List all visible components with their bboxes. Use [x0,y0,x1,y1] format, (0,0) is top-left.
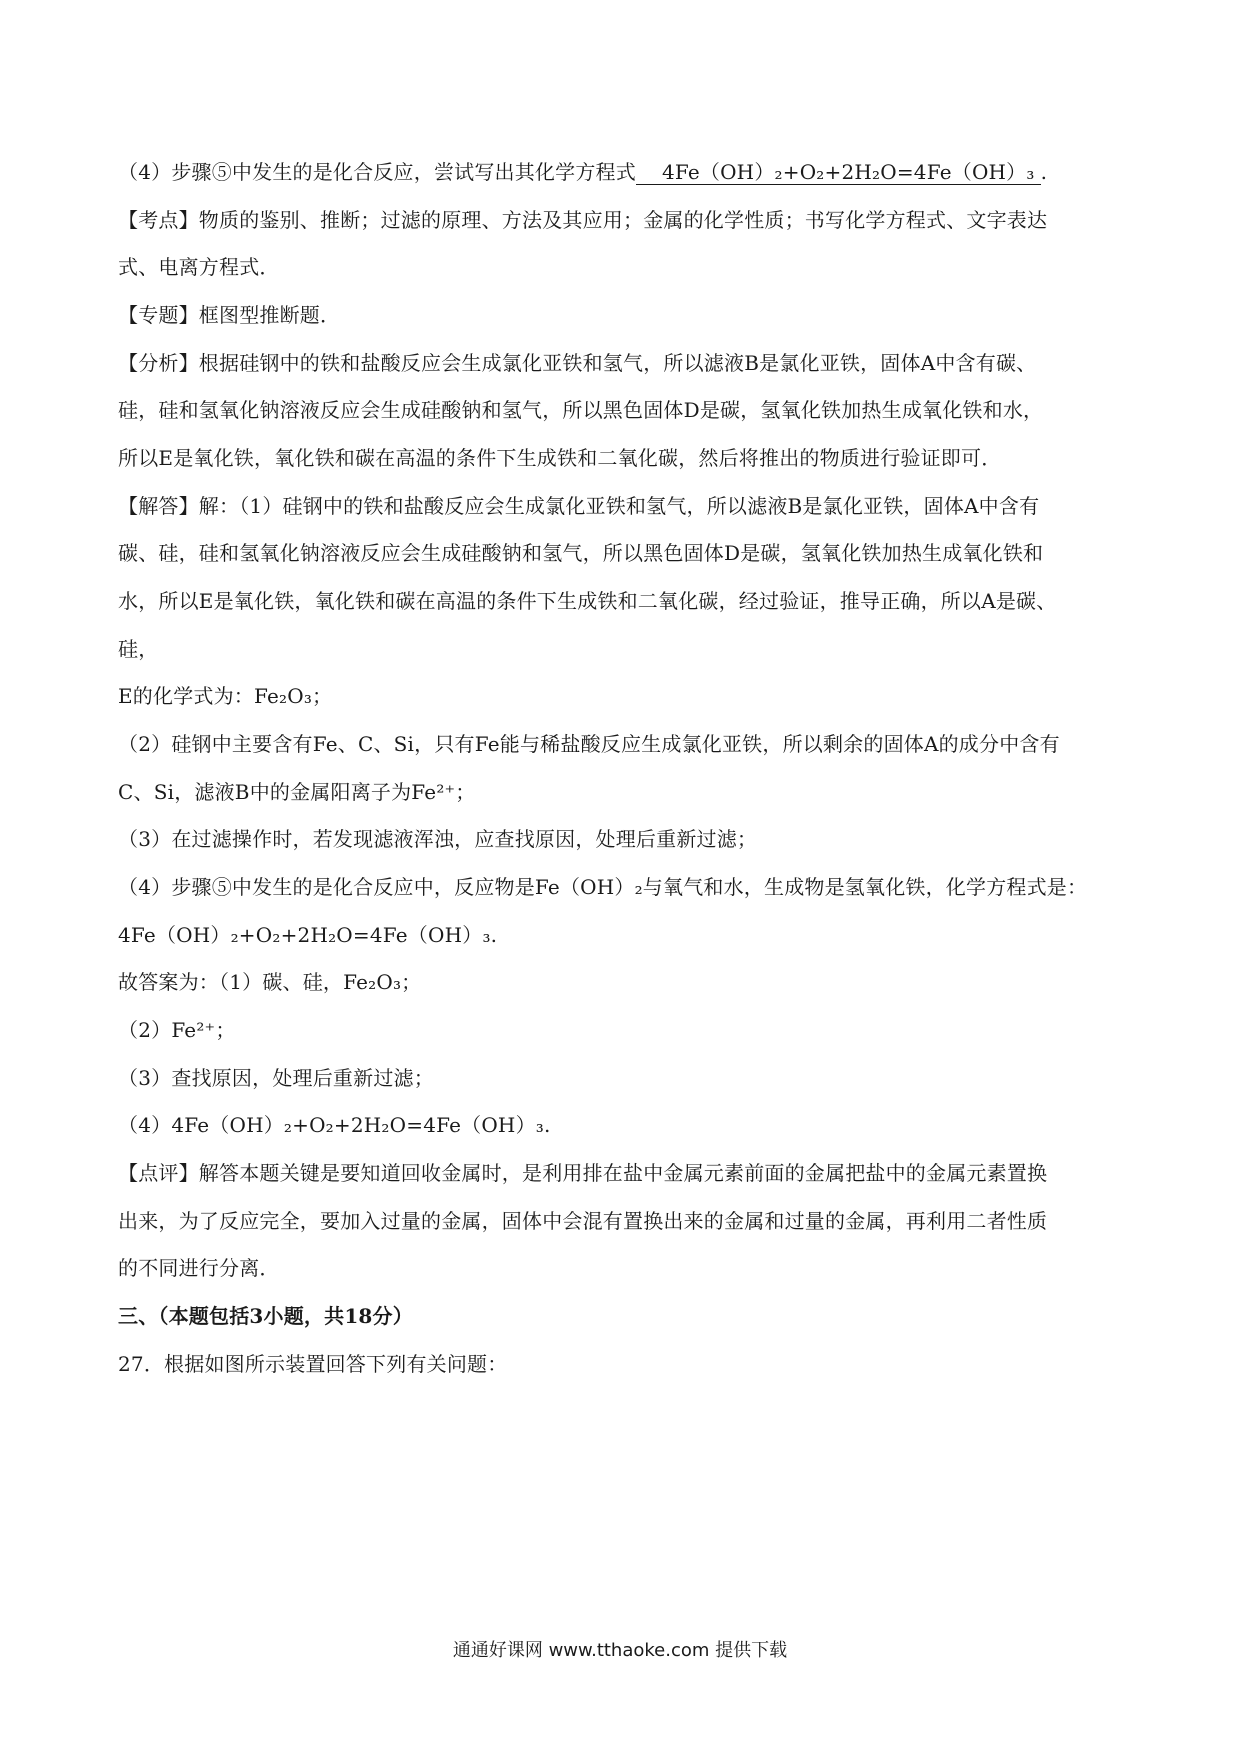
question-4-line [118,158,1128,186]
jieda-line-8: （3）在过滤操作时，若发现滤液浑浊，应查找原因，处理后重新过滤； [118,827,758,851]
fenxi-line-2: 硅，硅和氢氧化钠溶液反应会生成硅酸钠和氢气，所以黑色固体D是碳，氢氧化铁加热生成氧化铁和水， [118,398,1044,422]
answers-line-4: （4）4Fe（OH）₂+O₂+2H₂O=4Fe（OH）₃. [118,1113,551,1137]
fenxi-line-1: 【分析】根据硅钢中的铁和盐酸反应会生成氯化亚铁和氢气，所以滤液B是氯化亚铁，固体A中含有碳、 [118,351,1037,375]
dianping-line-2: 出来，为了反应完全，要加入过量的金属，固体中会混有置换出来的金属和过量的金属，再利用二者性质 [118,1209,1048,1233]
jieda-line-1: 【解答】解：（1）硅钢中的铁和盐酸反应会生成氯化亚铁和氢气，所以滤液B是氯化亚铁，固体A中含有 [118,494,1040,518]
jieda-line-7: C、Si，滤液B中的金属阳离子为Fe²⁺； [118,780,476,804]
zhuanti-line: 【专题】框图型推断题． [118,303,341,327]
answers-line-2: （2）Fe²⁺； [118,1018,236,1042]
fenxi-line-3: 所以E是氧化铁，氧化铁和碳在高温的条件下生成铁和二氧化碳，然后将推出的物质进行验证即可． [118,446,1002,470]
jieda-line-9: （4）步骤⑤中发生的是化合反应中，反应物是Fe（OH）₂与氧气和水，生成物是氢氧化铁，化学方程式是： [118,875,1088,899]
jieda-line-2: 碳、硅，硅和氢氧化钠溶液反应会生成硅酸钠和氢气，所以黑色固体D是碳，氢氧化铁加热生成氧化铁和 [118,541,1044,565]
answers-line-1: 故答案为：（1）碳、硅，Fe₂O₃； [118,970,422,994]
section-three-heading: 三、（本题包括3小题，共18分） [118,1304,413,1328]
footer-credit: 通通好课网 www.tthaoke.com 提供下载 [452,1640,788,1661]
jieda-line-3: 水，所以E是氧化铁，氧化铁和碳在高温的条件下生成铁和二氧化碳，经过验证，推导正确，所以A是碳、 [118,589,1057,613]
jieda-line-6: （2）硅钢中主要含有Fe、C、Si，只有Fe能与稀盐酸反应生成氯化亚铁，所以剩余的固体A的成分中含有 [118,732,1060,756]
dianping-line-1: 【点评】解答本题关键是要知道回收金属时，是利用排在盐中金属元素前面的金属把盐中的金属元素置换 [118,1161,1048,1185]
question-4-prompt: （4）步骤⑤中发生的是化合反应，尝试写出其化学方程式 [118,160,636,184]
jieda-line-10: 4Fe（OH）₂+O₂+2H₂O=4Fe（OH）₃. [118,923,498,947]
question-27: 27．根据如图所示装置回答下列有关问题： [118,1352,508,1376]
answer-blank: 4Fe（OH）₂+O₂+2H₂O=4Fe（OH）₃ [636,160,1041,185]
question-4-end: . [1040,160,1048,184]
jieda-line-5: E的化学式为：Fe₂O₃； [118,684,333,708]
kaodian-line-1: 【考点】物质的鉴别、推断；过滤的原理、方法及其应用；金属的化学性质；书写化学方程式、文字表达 [118,208,1048,232]
jieda-line-4: 硅， [118,637,159,661]
answers-line-3: （3）查找原因，处理后重新过滤； [118,1066,434,1090]
kaodian-line-2: 式、电离方程式． [118,255,280,279]
dianping-line-3: 的不同进行分离． [118,1256,280,1280]
